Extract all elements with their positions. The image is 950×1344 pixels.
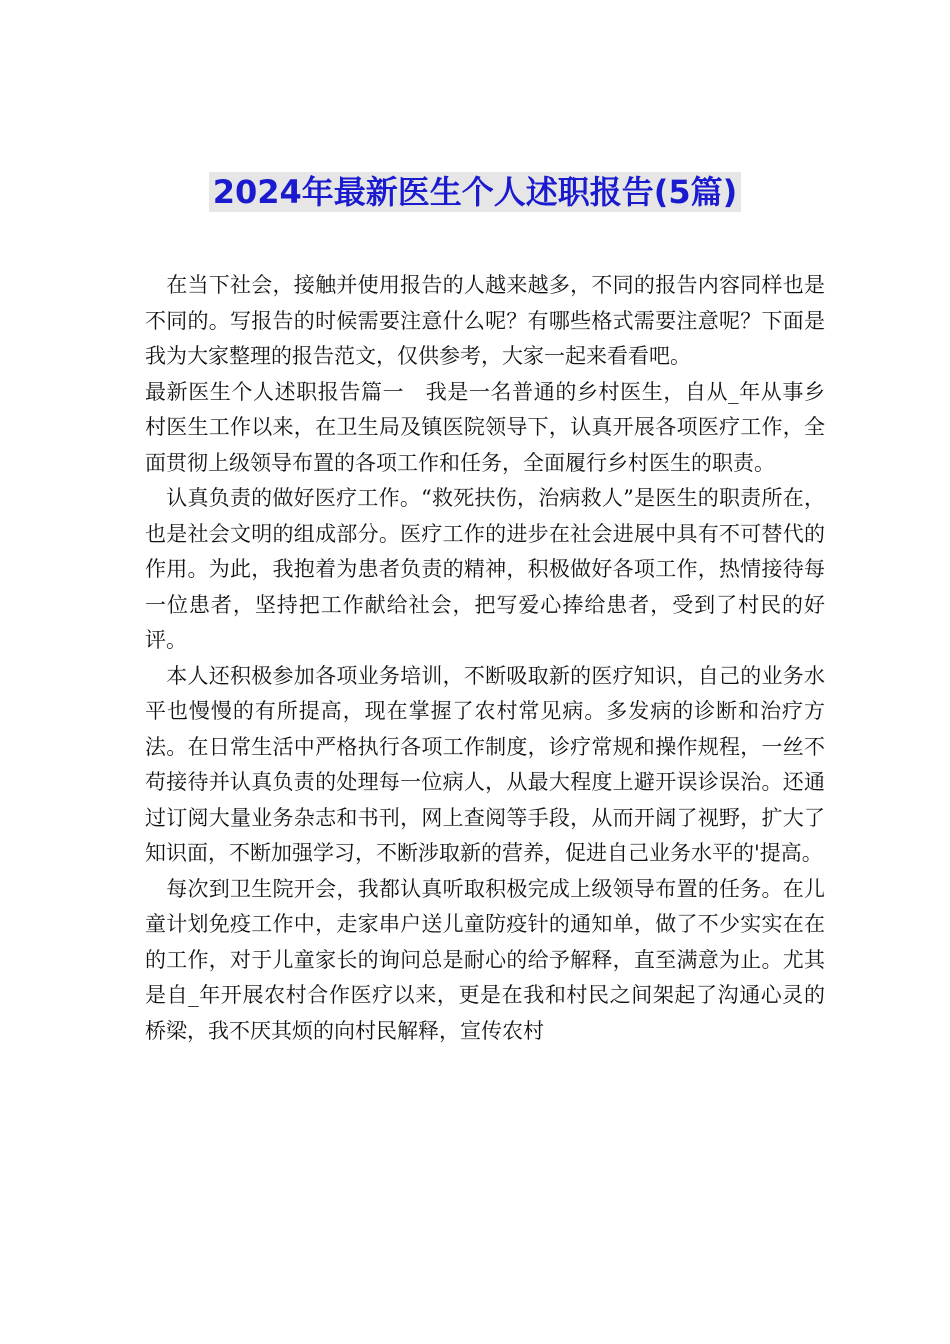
paragraph-section-one: 最新医生个人述职报告篇一 我是一名普通的乡村医生，自从_年从事乡村医生工作以来，在卫生局及镇医院领导下，认真开展各项医疗工作，全面贯彻上级领导布置的各项工作和任务，全面履行乡村医生的职责。 — [145, 379, 825, 475]
document-body — [145, 268, 825, 1049]
paragraph-training: 本人还积极参加各项业务培训，不断吸取新的医疗知识，自己的业务水平也慢慢的有所提高，现在掌握了农村常见病。多发病的诊断和治疗方法。在日常生活中严格执行各项工作制度，诊疗常规和操作规程，一丝不苟接待并认真负责的处理每一位病人，从最大程度上避开误诊误治。还通过订阅大量业务杂志和书刊，网上查阅等手段，从而开阔了视野，扩大了知识面，不断加强学习，不断涉取新的营养，促进自己业务水平的'提高。 — [145, 663, 825, 865]
paragraph-meetings: 每次到卫生院开会，我都认真听取积极完成上级领导布置的任务。在儿童计划免疫工作中，走家串户送儿童防疫针的通知单，做了不少实实在在的工作，对于儿童家长的询问总是耐心的给予解释，直至满意为止。尤其是自_年开展农村合作医疗以来，更是在我和村民之间架起了沟通心灵的桥梁，我不厌其烦的向村民解释，宣传农村 — [145, 876, 825, 1043]
paragraph-intro: 在当下社会，接触并使用报告的人越来越多，不同的报告内容同样也是不同的。写报告的时候需要注意什么呢？有哪些格式需要注意呢？下面是我为大家整理的报告范文，仅供参考，大家一起来看看吧。 — [145, 273, 825, 368]
document-title: 2024年最新医生个人述职报告(5篇) — [209, 172, 742, 212]
title-container — [0, 172, 950, 212]
paragraph-medical-work: 认真负责的做好医疗工作。“救死扶伤，治病救人”是医生的职责所在，也是社会文明的组成部分。医疗工作的进步在社会进展中具有不可替代的作用。为此，我抱着为患者负责的精神，积极做好各项工作，热情接待每一位患者，坚持把工作献给社会，把写爱心捧给患者，受到了村民的好评。 — [145, 486, 825, 652]
